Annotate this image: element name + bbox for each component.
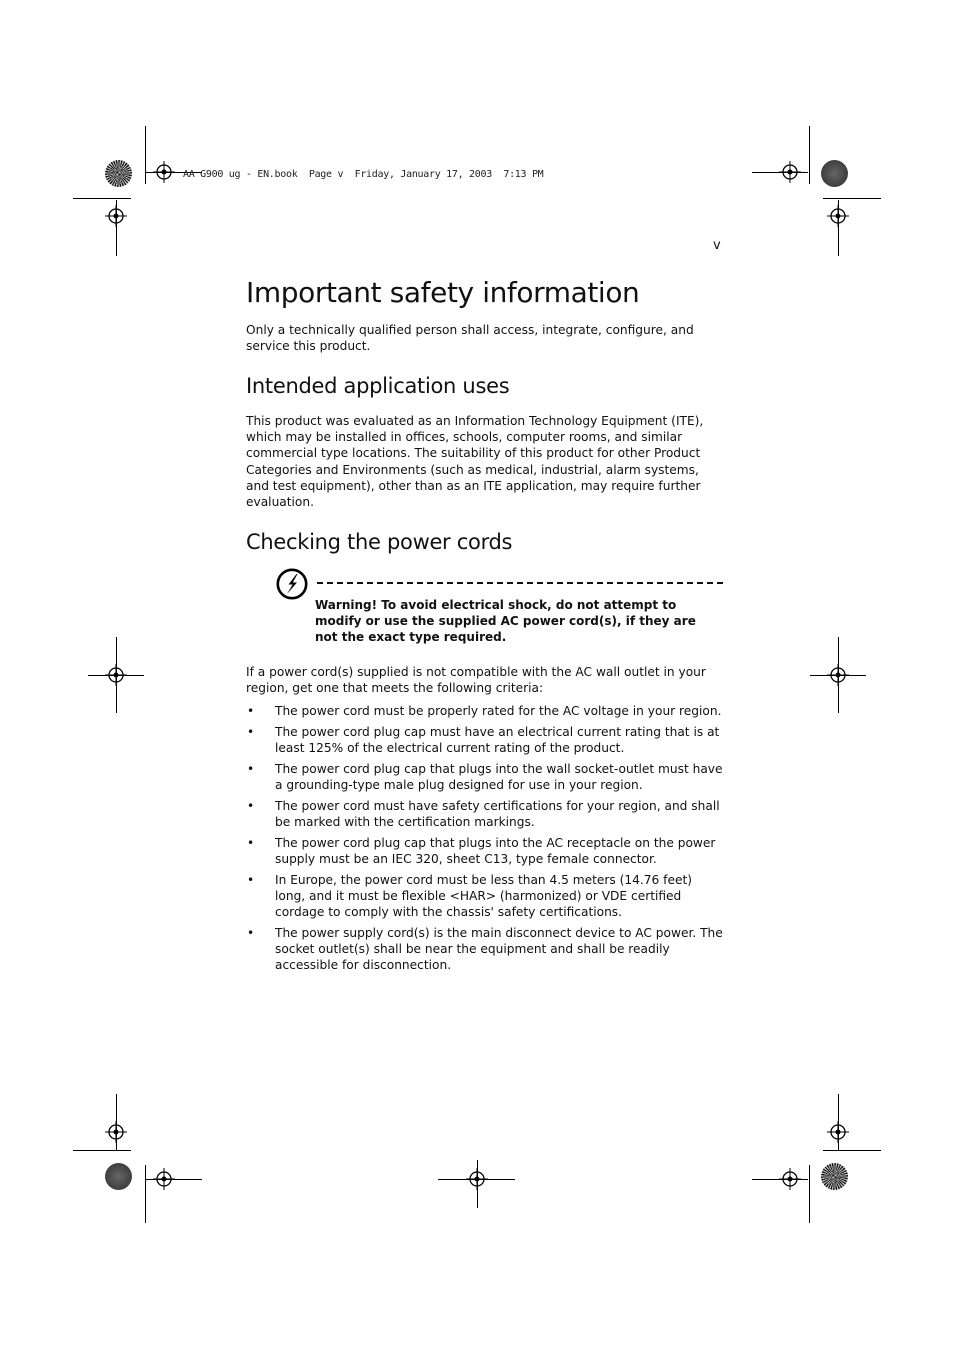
crop-mark [809,1165,810,1223]
heading-intended-uses: Intended application uses [246,374,510,398]
page-number: v [713,238,721,253]
power-cord-lead: If a power cord(s) supplied is not compatible with the AC wall outlet in your region, get one that meets the following criteria: [246,665,706,696]
registration-target-icon [779,1168,801,1190]
registration-target-icon [827,1121,849,1143]
crop-mark [73,198,131,199]
warning-divider [317,582,723,584]
registration-target-icon [779,161,801,183]
registration-target-icon [105,1121,127,1143]
starburst-target-icon [821,1163,848,1190]
electric-shock-warning-icon [276,568,308,600]
crop-mark [823,1150,881,1151]
registration-target-icon [153,1168,175,1190]
registration-target-icon [105,205,127,227]
crop-mark [73,1150,131,1151]
registration-target-icon [153,161,175,183]
crop-mark [145,126,146,184]
gray-density-patch-icon [105,1163,132,1190]
registration-target-icon [105,664,127,686]
list-item: • The power cord plug cap must have an electrical current rating that is at least 125% of the electrical current rating of the product. [247,724,720,755]
list-item: • The power cord plug cap that plugs into the wall socket-outlet must have a grounding-type male plug designed for use in your region. [247,761,723,792]
warning-text: Warning! To avoid electrical shock, do not attempt to modify or use the supplied AC power cord(s), if they are not the exact type required. [315,598,696,645]
list-item: • The power supply cord(s) is the main disconnect device to AC power. The socket outlet(s) shall be near the equipment and shall be readily accessible for disconnection. [247,926,723,973]
print-header: AA G900 ug - EN.book Page v Friday, January 17, 2003 7:13 PM [183,169,544,180]
registration-target-icon [466,1168,488,1190]
list-item: • In Europe, the power cord must be less than 4.5 meters (14.76 feet) long, and it must be flexible <HAR> (harmonized) or VDE certified cordage to comply with the chassis' safety certifications. [247,872,692,920]
heading-power-cords: Checking the power cords [246,530,513,554]
crop-mark [823,198,881,199]
page-title: Important safety information [246,276,640,309]
list-item: • The power cord must be properly rated for the AC voltage in your region. [247,704,722,718]
list-item: • The power cord must have safety certifications for your region, and shall be marked with the certification markings. [247,798,720,829]
crop-mark [145,1165,146,1223]
list-item: • The power cord plug cap that plugs into the AC receptacle on the power supply must be an IEC 320, sheet C13, type female connector. [247,835,716,866]
registration-target-icon [827,205,849,227]
crop-mark [809,126,810,184]
starburst-target-icon [105,160,132,187]
intended-uses-paragraph: This product was evaluated as an Information Technology Equipment (ITE), which may be installed in offices, schools, computer rooms, and similar commercial type locations. The suitability of this product for other Product Categories and Environments (such as medical, industrial, alarm systems, and test equipment), other than as an ITE application, may require further evaluation. [246,414,704,510]
criteria-list [246,703,726,978]
registration-target-icon [827,664,849,686]
intro-paragraph: Only a technically qualified person shall access, integrate, configure, and service this product. [246,323,694,354]
gray-density-patch-icon [821,160,848,187]
